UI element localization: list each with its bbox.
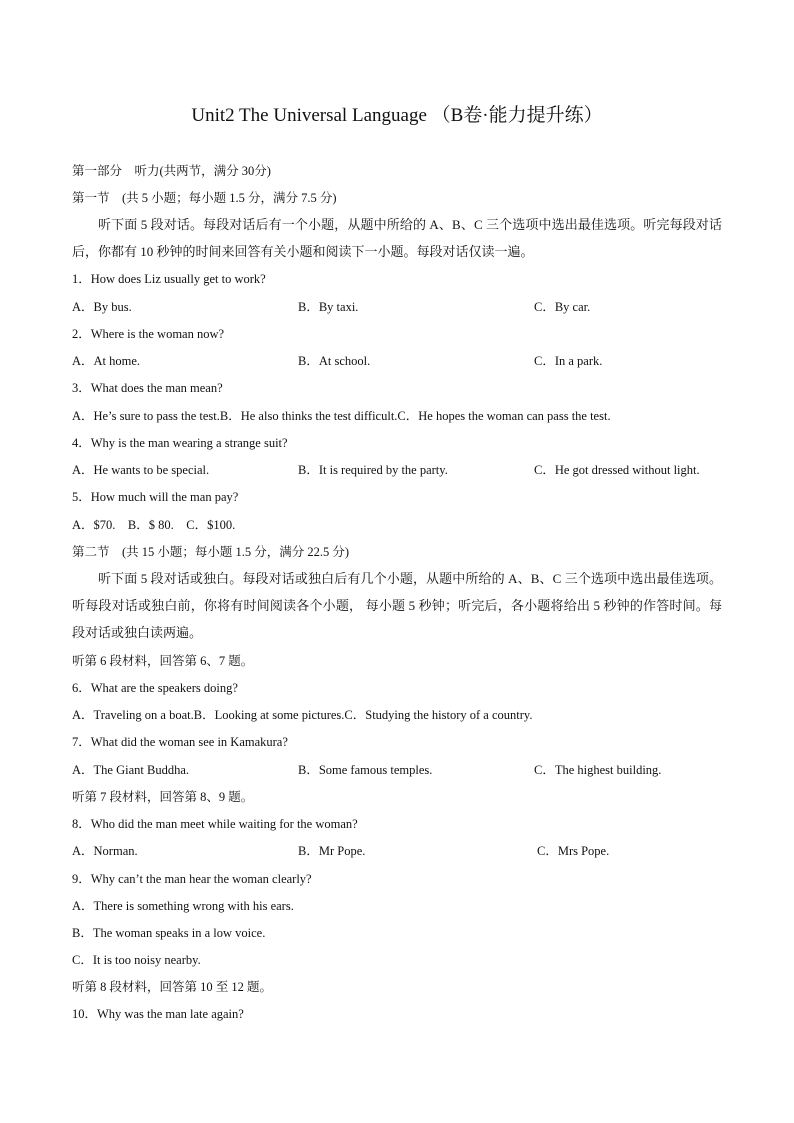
material-7-note: 听第 7 段材料，回答第 8、9 题。 [72, 790, 254, 804]
material-8-note: 听第 8 段材料，回答第 10 至 12 题。 [72, 980, 273, 994]
question-7: 7．What did the woman see in Kamakura? [72, 735, 288, 749]
q3-options: A．He’s sure to pass the test.B．He also thinks the test difficult.C．He hopes the woman can pass the test. [72, 409, 611, 423]
question-10: 10．Why was the man late again? [72, 1007, 244, 1021]
part1-heading: 第一部分 听力(共两节，满分 30分) [72, 164, 271, 178]
q9-option-b: B．The woman speaks in a low voice. [72, 926, 266, 940]
question-4: 4．Why is the man wearing a strange suit? [72, 436, 288, 450]
question-5: 5．How much will the man pay? [72, 490, 239, 504]
question-6: 6．What are the speakers doing? [72, 681, 238, 695]
q5-options: A．$70. B．$ 80. C．$100. [72, 518, 236, 532]
section2-heading: 第二节 (共 15 小题；每小题 1.5 分，满分 22.5 分) [72, 545, 350, 559]
q6-options: A．Traveling on a boat.B．Looking at some pictures.C．Studying the history of a country. [72, 708, 533, 722]
q9-option-c: C．It is too noisy nearby. [72, 953, 201, 967]
question-1: 1．How does Liz usually get to work? [72, 272, 266, 286]
page-title: Unit2 The Universal Language （B卷·能力提升练） [191, 105, 603, 126]
q8-option-a: A．Norman. [72, 844, 138, 858]
question-9: 9．Why can’t the man hear the woman clearly? [72, 872, 312, 886]
q2-option-c: C．In a park. [534, 354, 603, 368]
q2-option-a: A．At home. [72, 354, 141, 368]
q1-option-b: B．By taxi. [298, 300, 359, 314]
q9-option-a: A．There is something wrong with his ears. [72, 899, 294, 913]
q8-option-b: B．Mr Pope. [298, 844, 366, 858]
section2-instructions: 听下面 5 段对话或独白。每段对话或独白后有几个小题，从题中所给的 A、B、C 三个选项中选出最佳选项。听每段对话或独白前，你将有时间阅读各个小题， 每小题 5 秒钟；听完后，各小题将给出 5 秒钟的作答时间。每段对话或独白读两遍。 [72, 571, 722, 640]
q4-option-a: A．He wants to be special. [72, 463, 210, 477]
question-8: 8．Who did the man meet while waiting for the woman? [72, 817, 358, 831]
q7-option-b: B．Some famous temples. [298, 763, 433, 777]
material-6-note: 听第 6 段材料，回答第 6、7 题。 [72, 654, 254, 668]
section1-heading: 第一节 (共 5 小题；每小题 1.5 分，满分 7.5 分) [72, 191, 337, 205]
question-2: 2．Where is the woman now? [72, 327, 225, 341]
q7-option-c: C．The highest building. [534, 763, 662, 777]
question-3: 3．What does the man mean? [72, 381, 223, 395]
section1-instructions: 听下面 5 段对话。每段对话后有一个小题，从题中所给的 A、B、C 三个选项中选出最佳选项。听完每段对话后，你都有 10 秒钟的时间来回答有关小题和阅读下一小题。每段对话仅读一遍。 [72, 217, 722, 259]
q8-option-c: C．Mrs Pope. [537, 844, 610, 858]
q1-option-c: C．By car. [534, 300, 591, 314]
q1-option-a: A．By bus. [72, 300, 132, 314]
q7-option-a: A．The Giant Buddha. [72, 763, 189, 777]
q2-option-b: B．At school. [298, 354, 371, 368]
q4-option-b: B．It is required by the party. [298, 463, 448, 477]
q4-option-c: C．He got dressed without light. [534, 463, 700, 477]
